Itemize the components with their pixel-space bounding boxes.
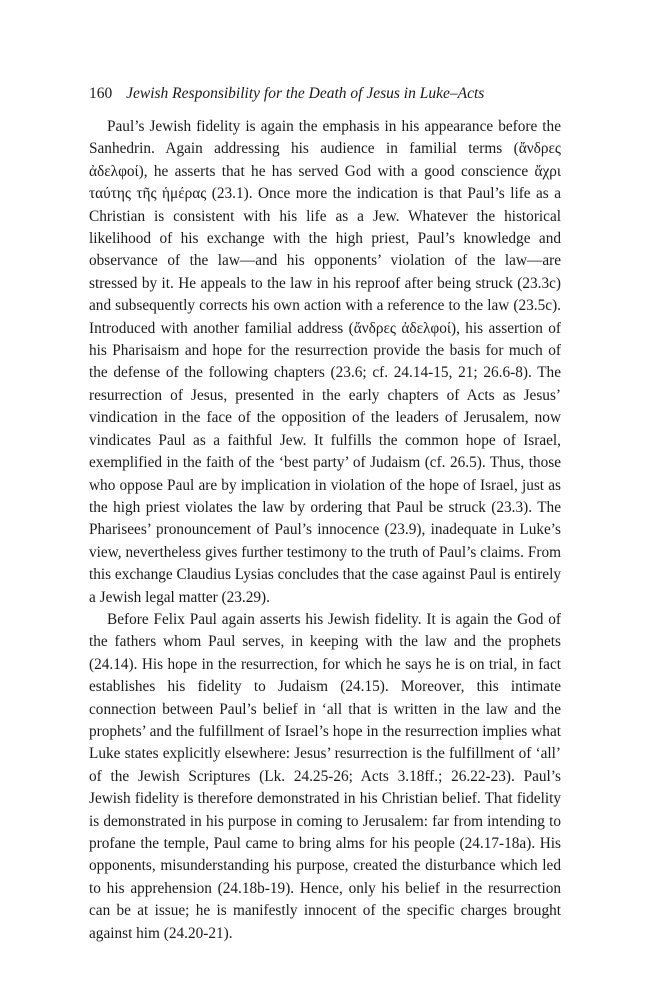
body-text [89, 116, 561, 945]
paragraph: Before Felix Paul again asserts his Jewish fidelity. It is again the God of the fathers whom Paul serves, in keeping with the law and the prophets (24.14). His hope in the resurrection, for which he says he is on trial, in fact establishes his fidelity to Judaism (24.15). Moreover, this intimate connection between Paul’s belief in ‘all that is written in the law and the prophets’ and the fulfillment of Israel’s hope in the resurrection implies what Luke states explicitly elsewhere: Jesus’ resurrection is the fulfillment of ‘all’ of the Jewish Scriptures (Lk. 24.25-26; Acts 3.18ff.; 26.22-23). Paul’s Jewish fidelity is therefore demonstrated in his Christian belief. That fidelity is demonstrated in his purpose in coming to Jerusalem: far from intending to profane the temple, Paul came to bring alms for his people (24.17-18a). His opponents, misunderstanding his purpose, created the disturbance which led to his apprehension (24.18b-19). Hence, only his belief in the resurrection can be at issue; he is manifestly innocent of the specific charges brought against him (24.20-21). [89, 610, 561, 942]
page-number: 160 [89, 85, 113, 102]
running-header [89, 84, 561, 104]
paragraph: Paul’s Jewish fidelity is again the emphasis in his appearance before the Sanhedrin. Again addressing his audience in familial terms (ἄνδρες ἀδελφοί), he asserts that he has served God with a good conscience ἄχρι ταύτης τῆς ἡμέρας (23.1). Once more the indication is that Paul’s life as a Christian is consistent with his life as a Jew. Whatever the historical likelihood of his exchange with the high priest, Paul’s knowledge and observance of the law—and his opponents’ violation of the law—are stressed by it. He appeals to the law in his reproof after being struck (23.3c) and subsequently corrects his own action with a reference to the law (23.5c). Introduced with another familial address (ἄνδρες ἀδελφοί), his assertion of his Pharisaism and hope for the resurrection provide the basis for much of the defense of the following chapters (23.6; cf. 24.14-15, 21; 26.6-8). The resurrection of Jesus, presented in the early chapters of Acts as Jesus’ vindication in the face of the opposition of the leaders of Jerusalem, now vindicates Paul as a faithful Jew. It fulfills the common hope of Israel, exemplified in the faith of the ‘best party’ of Judaism (cf. 26.5). Thus, those who oppose Paul are by implication in violation of the hope of Israel, just as the high priest violates the law by ordering that Paul be struck (23.3). The Pharisees’ pronouncement of Paul’s innocence (23.9), inadequate in Luke’s view, nevertheless gives further testimony to the truth of Paul’s claims. From this exchange Claudius Lysias concludes that the case against Paul is entirely a Jewish legal matter (23.29). [89, 118, 561, 606]
running-title: Jewish Responsibility for the Death of Jesus in Luke–Acts [126, 85, 485, 102]
book-page [89, 84, 561, 945]
